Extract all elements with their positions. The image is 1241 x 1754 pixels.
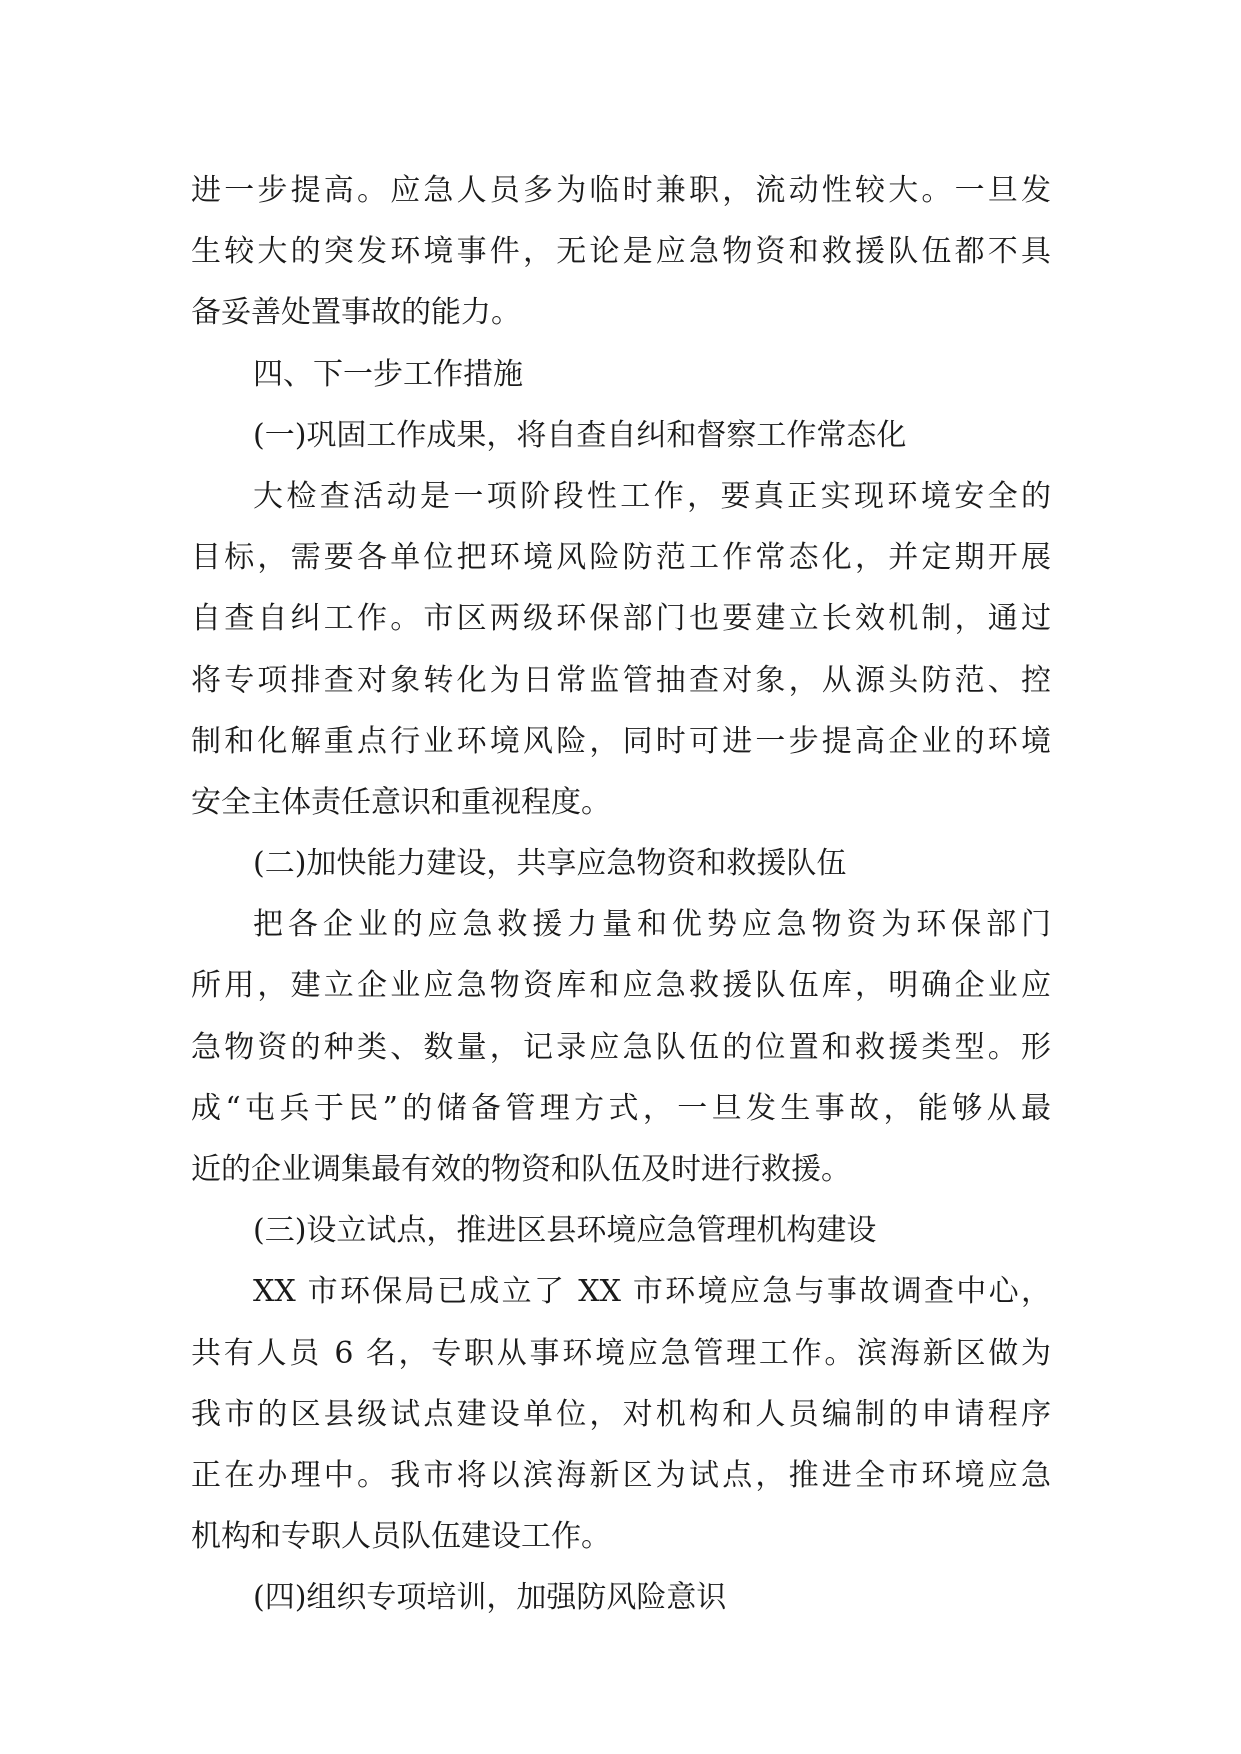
paragraph-line: 进一步提高。应急人员多为临时兼职，流动性较大。一旦发 (191, 173, 1051, 208)
paragraph-line: 急物资的种类、数量，记录应急队伍的位置和救援类型。形 (191, 1029, 1051, 1065)
paragraph-line: 自查自纠工作。市区两级环保部门也要建立长效机制，通过 (191, 601, 1051, 637)
paragraph-line: 生较大的突发环境事件，无论是应急物资和救援队伍都不具 (191, 234, 1051, 270)
subsection-heading: (一)巩固工作成果，将自查自纠和督察工作常态化 (253, 417, 907, 453)
paragraph-line: 正在办理中。我市将以滨海新区为试点，推进全市环境应急 (191, 1457, 1051, 1493)
paragraph-line: 制和化解重点行业环境风险，同时可进一步提高企业的环境 (191, 723, 1051, 759)
paragraph-line: XX 市环保局已成立了 XX 市环境应急与事故调查中心， (253, 1274, 1051, 1310)
subsection-heading: (四)组织专项培训，加强防风险意识 (253, 1580, 727, 1616)
paragraph-line: 我市的区县级试点建设单位，对机构和人员编制的申请程序 (191, 1396, 1051, 1432)
paragraph-line: 所用，建立企业应急物资库和应急救援队伍库，明确企业应 (191, 968, 1051, 1004)
paragraph-line: 机构和专职人员队伍建设工作。 (191, 1519, 611, 1555)
subsection-heading: (三)设立试点，推进区县环境应急管理机构建设 (253, 1213, 877, 1249)
body-text (191, 160, 1051, 1629)
paragraph-line: 将专项排查对象转化为日常监管抽查对象，从源头防范、控 (191, 662, 1051, 698)
paragraph-line: 共有人员 6 名，专职从事环境应急管理工作。滨海新区做为 (191, 1335, 1051, 1371)
subsection-heading: (二)加快能力建设，共享应急物资和救援队伍 (253, 846, 847, 882)
paragraph-line: 备妥善处置事故的能力。 (191, 295, 521, 331)
paragraph-line: 成“屯兵于民”的储备管理方式，一旦发生事故，能够从最 (191, 1090, 1051, 1126)
paragraph-line: 安全主体责任意识和重视程度。 (191, 784, 611, 820)
paragraph-line: 大检查活动是一项阶段性工作，要真正实现环境安全的 (253, 478, 1051, 514)
section-heading: 四、下一步工作措施 (253, 356, 523, 392)
paragraph-line: 近的企业调集最有效的物资和队伍及时进行救援。 (191, 1152, 851, 1187)
paragraph-line: 把各企业的应急救援力量和优势应急物资为环保部门 (253, 907, 1051, 943)
paragraph-line: 目标，需要各单位把环境风险防范工作常态化，并定期开展 (191, 540, 1051, 576)
